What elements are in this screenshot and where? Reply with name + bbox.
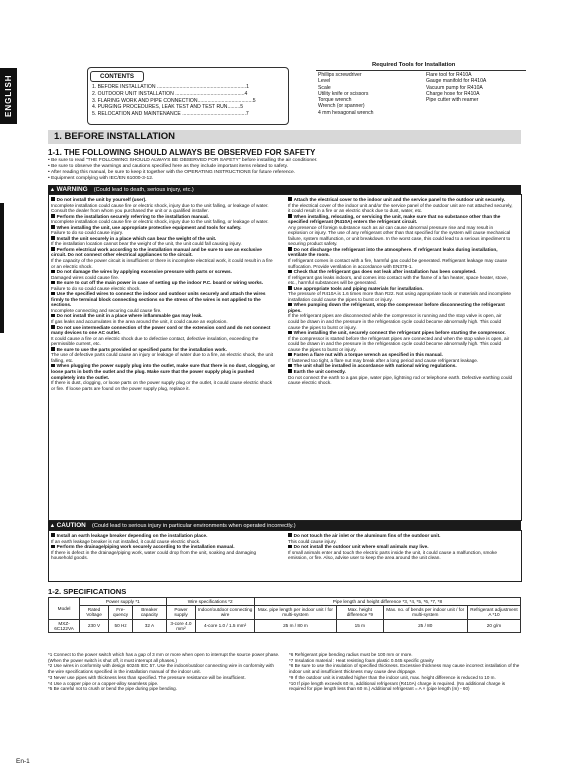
tool-item: Gauge manifold for R410A xyxy=(426,78,487,85)
bullet-square-icon xyxy=(51,347,55,351)
tool-item: Torque wrench xyxy=(318,97,352,104)
footnote: *1 Connect to the power switch which has a gap of 3 mm or more when open to interrupt the source power phase. (When the power switch is shut off, it must interrupt all phases.) xyxy=(48,652,280,663)
notes-right xyxy=(289,652,521,692)
safety-item-title: Earth the unit correctly. xyxy=(293,368,346,374)
caution-banner xyxy=(48,521,521,530)
specifications-heading: 1-2. SPECIFICATIONS xyxy=(48,587,127,596)
tools-list-left xyxy=(318,72,374,116)
safety-item-text: This could cause injury. xyxy=(288,538,337,544)
bullet-square-icon xyxy=(51,545,55,549)
safety-item-title: Install an earth leakage breaker depending on the installation place. xyxy=(56,533,208,538)
bullet-square-icon xyxy=(51,236,55,240)
bullet-square-icon xyxy=(51,314,55,318)
bullet-square-icon xyxy=(51,214,55,218)
safety-item-text: If the capacity of the power circuit is insufficient or there is incomplete electrical work, it could result in a fire or an electric shock. xyxy=(51,258,273,269)
table-header: Rated Voltage xyxy=(80,606,109,619)
bullet-item: • Equipment complying with IEC/EN 61000-3-12. xyxy=(48,176,154,182)
safety-item-title: When plugging the power supply plug into the outlet, make sure that there is no dust, clogging, or loose parts in both the outlet and the plug. Make sure that the power supply plug is pushed completely into the outlet. xyxy=(51,363,276,380)
safety-item-title: Perform the installation securely referring to the installation manual. xyxy=(56,213,209,219)
safety-item-title: Do not install the unit in a place where inflammable gas may leak. xyxy=(56,313,203,319)
safety-item-title: Fasten a flare nut with a torque wrench as specified in this manual. xyxy=(293,352,443,358)
tools-title: Required Tools for Installation xyxy=(372,62,456,68)
tool-item: Charge hose for R410A xyxy=(426,90,480,97)
table-cell: MXZ-6C122VA xyxy=(49,619,80,632)
bullet-square-icon xyxy=(288,545,292,549)
safety-item xyxy=(288,330,513,336)
safety-item-title: Be sure to cut off the main power in case of setting up the indoor P.C. board or wiring works. xyxy=(56,280,264,286)
notes-left xyxy=(48,652,280,692)
safety-item xyxy=(51,280,276,286)
safety-item xyxy=(288,247,513,258)
safety-item-text: Do not connect the earth to a gas pipe, water pipe, lightning rod or telephone earth. Defective earthing could cause electric shock. xyxy=(288,374,513,386)
table-cell: 230 V xyxy=(80,619,109,632)
tool-item: 4 mm hexagonal wrench xyxy=(318,109,374,116)
warning-note: (Could lead to death, serious injury, etc.) xyxy=(93,187,194,193)
section-heading: 1. BEFORE INSTALLATION xyxy=(48,130,521,144)
safety-item xyxy=(51,363,276,380)
language-tab xyxy=(0,68,17,124)
footnote: *7 Insulation material : Heat resisting foam plastic 0.045 specific gravity xyxy=(289,657,434,663)
warning-label: WARNING xyxy=(56,186,88,193)
bullet-item: • Be sure to read "THE FOLLOWING SHOULD ALWAYS BE OBSERVED FOR SAFETY" before installing the air conditioner. xyxy=(48,158,318,163)
safety-item-title: When pumping down the refrigerant, stop the compressor before disconnecting the refrigerant pipes. xyxy=(288,302,505,313)
table-header: Max. height difference *9 xyxy=(337,606,383,619)
tool-item: Utility knife or scissors xyxy=(318,90,369,97)
bullet-square-icon xyxy=(51,364,55,368)
footnote: *6 Refrigerant pipe bending radius must be 100 mm or more. xyxy=(289,652,413,657)
safety-item-text: Incomplete installation could cause fire or electric shock, injury due to the unit falling, or leakage of water. xyxy=(51,219,269,225)
footnote: *5 Be careful not to crush or bend the pipe during pipe bending. xyxy=(48,686,177,692)
safety-item-title: Do not install the unit by yourself (user). xyxy=(56,197,147,202)
toc-item[interactable]: 4. PURGING PROCEDURES, LEAK TEST AND TEST RUN.........5 xyxy=(92,104,244,111)
safety-item xyxy=(288,302,513,313)
safety-item-title: Do not use intermediate connection of the power cord or the extension cord and do not connect many devices to one AC outlet. xyxy=(51,324,271,336)
bullet-square-icon xyxy=(288,286,292,290)
table-header: Max. no. of bends per indoor unit / for multi-system xyxy=(383,606,467,619)
safety-item-text: If refrigerant comes in contact with a fire, harmful gas could be generated. Refrigerant leakage may cause suffocation. Provide ventilation in accordance with EN378-1. xyxy=(288,258,508,269)
safety-item-title: Do not touch the air inlet or the aluminum fins of the outdoor unit. xyxy=(293,533,441,538)
bullet-square-icon xyxy=(51,533,55,537)
bullet-item: • After reading this manual, be sure to keep it together with the OPERATING INSTRUCTIONS for future reference. xyxy=(48,170,296,176)
table-cell: 25 m / 80 m xyxy=(254,619,336,632)
safety-item-title: Install the unit securely in a place which can bear the weight of the unit. xyxy=(56,235,217,241)
bullet-square-icon xyxy=(51,247,55,251)
bullet-item: • Be sure to observe the warnings and cautions specified here as they include important items related to safety. xyxy=(48,164,289,170)
safety-item-text: If small animals enter and touch the electric parts inside the unit, it could cause a malfunction, smoke emission, or fire. Also, advise user to keep the area around the unit clean. xyxy=(288,549,497,561)
bullet-square-icon xyxy=(51,281,55,285)
safety-item-text: If fastened too tight, a flare nut may break after a long period and cause refrigerant leakage. xyxy=(288,357,479,363)
caution-left-column xyxy=(51,533,276,561)
caution-note: (Could lead to serious injury in particular environments when operated incorrectly.) xyxy=(92,523,296,529)
safety-item-title: Be sure to use the parts provided or specified parts for the installation work. xyxy=(56,346,227,352)
safety-item xyxy=(288,214,513,225)
bullet-square-icon xyxy=(288,214,292,218)
bullet-square-icon xyxy=(288,364,292,368)
bullet-square-icon xyxy=(288,331,292,335)
tool-item: Flare tool for R410A xyxy=(426,72,472,78)
safety-item-title: Check that the refrigerant gas does not leak after installation has been completed. xyxy=(293,269,477,275)
bullet-square-icon xyxy=(288,369,292,373)
safety-item-text: If refrigerant gas leaks indoors, and comes into contact with the flame of a fan heater, space heater, stove, etc., harmful substances will be generated. xyxy=(288,274,508,286)
safety-item-text: If the compressor is started before the refrigerant pipes are connected and when the stop valve is open, air could be drawn in and the pressure in the refrigeration cycle could become abnormally high. This could cause the pipes to burst or injury. xyxy=(288,335,510,352)
table-cell: 32 A xyxy=(133,619,166,632)
bullet-square-icon xyxy=(51,270,55,274)
safety-item-title: Perform electrical work according to the installation manual and be sure to use an exclusive circuit. Do not connect other electrical appliances to the circuit. xyxy=(51,246,262,258)
bullet-square-icon xyxy=(51,225,55,229)
language-tab-label: ENGLISH xyxy=(4,74,13,118)
bullet-square-icon xyxy=(288,533,292,537)
safety-item-title: When installing the unit, use appropriate protective equipment and tools for safety. xyxy=(56,224,242,230)
bullet-square-icon xyxy=(288,353,292,357)
toc-item[interactable]: 3. FLARING WORK AND PIPE CONNECTION.......................................5 xyxy=(92,97,256,104)
subsection-heading: 1-1. THE FOLLOWING SHOULD ALWAYS BE OBSERVED FOR SAFETY xyxy=(48,148,316,157)
table-header: Refrigerant adjustment A *10 xyxy=(467,606,520,619)
tool-item: Scale xyxy=(318,84,331,91)
warning-right-column xyxy=(288,197,513,386)
safety-item-text: If an earth leakage breaker is not installed, it could cause electric shock. xyxy=(51,538,201,544)
table-cell: 4-core 1.0 / 1.5 mm² xyxy=(196,619,254,632)
safety-item-text: If gas leaks and accumulates in the area around the unit, it could cause an explosion. xyxy=(51,319,228,325)
tool-item: Wrench (or spanner) xyxy=(318,103,365,110)
safety-bullets xyxy=(48,158,518,182)
tool-item: Phillips screwdriver xyxy=(318,72,362,78)
table-header: Breaker capacity xyxy=(133,606,166,619)
footnote: *4 Use a copper pipe or a copper-alloy seamless pipe. xyxy=(48,680,159,686)
toc-item[interactable]: 1. BEFORE INSTALLATION ...............................................................1 xyxy=(92,84,249,90)
safety-item-text: Any presence of foreign substance such as air can cause abnormal pressure rise and may result in explosion or injury. The use of any refrigerant other than that specified for the system will cause mechanical failure, system malfunction, or unit breakdown. In the worst case, this could lead to a serious impediment to securing product safety. xyxy=(288,224,511,247)
safety-item-text: If there is defect in the drainage/piping work, water could drop from the unit, soaking and damaging household goods. xyxy=(51,549,257,561)
footnote: *3 Never use pipes with thickness less than specified. The pressure resistance will be insufficient. xyxy=(48,674,246,680)
safety-item-text: Incomplete installation could cause fire or electric shock, injury due to the unit falling, or leakage of water. Consult the dealer from whom you purchased the unit or a qualified installer. xyxy=(51,202,269,214)
safety-item-text: If the refrigerant pipes are disconnected while the compressor is running and the stop valve is open, air could be drawn in and the pressure in the refrigeration cycle could become abnormally high. This could cause the pipes to burst or injury. xyxy=(288,313,502,330)
table-cell: 20 g/m xyxy=(467,619,520,632)
table-cell: 3-core 4.0 mm² xyxy=(166,619,196,632)
caution-icon: ▲ xyxy=(49,523,56,529)
page-number: En-1 xyxy=(16,758,30,765)
tools-list-right xyxy=(426,72,486,103)
safety-item-title: When installing, relocating, or servicing the unit, make sure that no substance other than the specified refrigerant (R410A) enters the refrigerant circuit. xyxy=(288,213,501,225)
table-cell: 50 Hz xyxy=(108,619,132,632)
table-header: Max. pipe length per indoor unit / for multi-system xyxy=(254,606,336,619)
table-header: Wire specifications *2 xyxy=(166,598,254,606)
warning-banner xyxy=(48,185,521,194)
table-header: Power supply *1 xyxy=(80,598,166,606)
safety-item xyxy=(51,247,276,258)
safety-item-title: Do not install the outdoor unit where small animals may live. xyxy=(293,544,429,550)
safety-item-title: Do not discharge the refrigerant into the atmosphere. If refrigerant leaks during installation, ventilate the room. xyxy=(288,246,498,258)
warning-left-column xyxy=(51,197,276,391)
safety-item-text: The use of defective parts could cause an injury or leakage of water due to a fire, an electric shock, the unit falling, etc. xyxy=(51,352,273,363)
table-header: Model xyxy=(49,598,80,620)
caution-label: CAUTION xyxy=(56,522,86,529)
table-header: Indoor/outdoor connecting wire xyxy=(197,607,253,618)
safety-item-text: The pressure of R410A is 1.6 times more than R22. Not using appropriate tools or materials and incomplete installation could cause the pipes to burst or injury. xyxy=(288,291,512,302)
toc-item[interactable]: 2. OUTDOOR UNIT INSTALLATION .................................................4 xyxy=(92,90,248,97)
contents-title: CONTENTS xyxy=(90,71,144,82)
table-cell: 25 / 80 xyxy=(383,619,467,632)
safety-item-title: Do not damage the wires by applying excessive pressure with parts or screws. xyxy=(56,269,232,275)
specifications-table xyxy=(48,597,521,633)
toc-item[interactable]: 5. RELOCATION AND MAINTENANCE .............................................7 xyxy=(92,111,249,118)
safety-item-text: If the electrical cover of the indoor unit and/or the service panel of the outdoor unit are not attached securely, it could result in a fire or an electric shock due to dust, water, etc. xyxy=(288,202,513,214)
safety-item-title: Perform the drainage/piping work securely according to the installation manual. xyxy=(56,544,235,550)
tool-item: Level xyxy=(318,78,331,85)
footnote: *9 If the outdoor unit is installed higher than the indoor unit, max. height difference is reduced to 10 m. xyxy=(289,674,496,680)
bullet-square-icon xyxy=(51,325,55,329)
table-header: Power supply xyxy=(166,606,196,619)
safety-item-text: Incomplete connecting and securing could cause fire. xyxy=(51,307,162,313)
bullet-square-icon xyxy=(288,247,292,251)
safety-item-title: Use the specified wires to connect the indoor and outdoor units securely and attach the wires firmly to the terminal block connecting sections so the stress of the wires is not applied to the sections. xyxy=(51,291,266,308)
table-header: Pipe length and height difference *3, *4, *5, *6, *7, *8 xyxy=(254,598,520,606)
footnote: *8 Be sure to use the insulation of specified thickness. Excessive thickness may cause incorrect installation of the indoor unit and insufficient thickness may cause dew drippage. xyxy=(289,663,520,675)
contents-list xyxy=(92,84,282,118)
margin-marker xyxy=(0,203,4,333)
safety-item-text: If there is dust, clogging, or loose parts on the power supply plug or the outlet, it could cause electric shock or fire. If loose parts are found on the power supply plug, replace it. xyxy=(51,380,272,391)
safety-item-text: If the installation location cannot bear the weight of the unit, the unit could fall causing injury. xyxy=(51,241,242,247)
safety-item-text: It could cause a fire or an electric shock due to defective contact, defective insulation, exceeding the permissible current, etc. xyxy=(51,335,259,347)
table-cell: 15 m xyxy=(337,619,383,632)
footnote: *10 If pipe length exceeds 60 m, additional refrigerant (R410A) charge is required. (No additional charge is required for pipe length less than 60 m.) Additional refrigerant = A × (pipe length (m) - 60) xyxy=(289,680,506,692)
table-header: Fre-quency xyxy=(108,606,132,619)
safety-item xyxy=(51,291,276,308)
bullet-square-icon xyxy=(288,303,292,307)
safety-item-title: Use appropriate tools and piping materials for installation. xyxy=(293,285,424,291)
safety-item xyxy=(51,325,276,336)
safety-item-title: Attach the electrical cover to the indoor unit and the service panel to the outdoor unit securely. xyxy=(293,197,506,202)
bullet-square-icon xyxy=(288,197,292,201)
bullet-square-icon xyxy=(51,292,55,296)
bullet-square-icon xyxy=(288,270,292,274)
tool-item: Vacuum pump for R410A xyxy=(426,84,483,91)
bullet-square-icon xyxy=(51,197,55,201)
warning-icon: ▲ xyxy=(49,187,56,193)
safety-item-text: Failure to do so could cause electric shock. xyxy=(51,285,141,291)
table-row xyxy=(49,619,521,632)
safety-item-title: The unit shall be installed in accordance with national wiring regulations. xyxy=(293,363,457,369)
safety-item-text: Damaged wires could cause fire. xyxy=(51,274,120,280)
footnote: *2 Use wires in conformity with design 60245 IEC 57. Use the indoor/outdoor connecting wire in conformity with the wire specifications specified in the installation manual of the indoor unit. xyxy=(48,663,274,675)
safety-item xyxy=(288,197,513,203)
tools-divider xyxy=(316,70,526,71)
safety-item-title: When installing the unit, securely connect the refrigerant pipes before starting the compressor. xyxy=(293,330,506,336)
safety-item-text: Failure to do so could cause injury. xyxy=(51,230,124,236)
tool-item: Pipe cutter with reamer xyxy=(426,97,479,104)
caution-right-column xyxy=(288,533,513,561)
